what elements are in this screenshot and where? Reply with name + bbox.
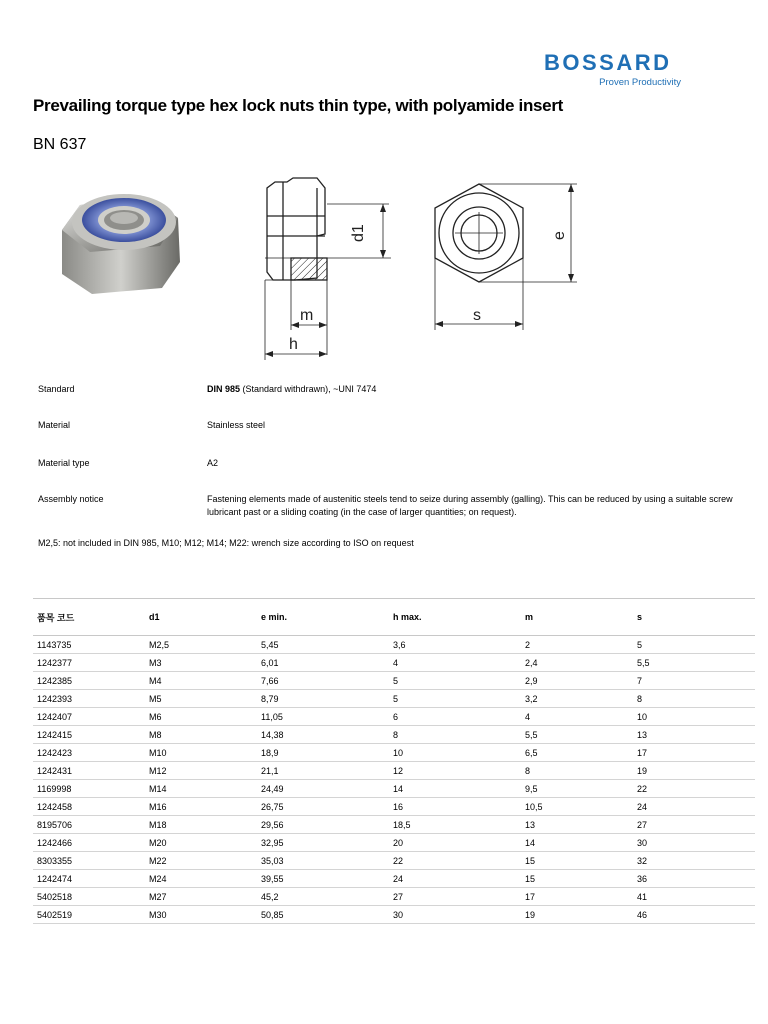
table-cell: 24 (389, 870, 521, 888)
table-cell: 6 (389, 708, 521, 726)
table-cell: 13 (521, 816, 633, 834)
table-cell: M8 (145, 726, 257, 744)
table-cell: 2,9 (521, 672, 633, 690)
page-title: Prevailing torque type hex lock nuts thin type, with polyamide insert (33, 96, 564, 115)
table-cell: 36 (633, 870, 755, 888)
table-cell: 35,03 (257, 852, 389, 870)
table-cell: 17 (633, 744, 755, 762)
table-cell: M3 (145, 654, 257, 672)
m-label: m (300, 307, 314, 324)
table-cell: 27 (633, 816, 755, 834)
table-cell: 17 (521, 888, 633, 906)
table-cell: M16 (145, 798, 257, 816)
table-cell: 39,55 (257, 870, 389, 888)
table-row (33, 906, 755, 924)
table-body (33, 636, 755, 924)
table-cell: 5402519 (33, 906, 145, 924)
table-cell: 1242431 (33, 762, 145, 780)
table-row (33, 636, 755, 654)
table-cell: 10,5 (521, 798, 633, 816)
table-cell: 8195706 (33, 816, 145, 834)
table-cell: 1143735 (33, 636, 145, 654)
table-cell: 2 (521, 636, 633, 654)
table-cell: 5 (389, 690, 521, 708)
brand-name: BOSSARD (544, 50, 672, 75)
spec-label: Material type (38, 458, 90, 468)
table-cell: M20 (145, 834, 257, 852)
spec-label: Material (38, 420, 71, 430)
col-header: h max. (389, 599, 521, 636)
table-cell: 46 (633, 906, 755, 924)
table-cell: 15 (521, 870, 633, 888)
table-cell: 8303355 (33, 852, 145, 870)
table-cell: 15 (521, 852, 633, 870)
spec-value: Stainless steel (207, 420, 266, 430)
table-cell: M6 (145, 708, 257, 726)
table-row (33, 708, 755, 726)
table-cell: M30 (145, 906, 257, 924)
table-cell: 50,85 (257, 906, 389, 924)
table-cell: 1242458 (33, 798, 145, 816)
table-cell: 21,1 (257, 762, 389, 780)
table-cell: 1242474 (33, 870, 145, 888)
brand-tagline: Proven Productivity (599, 77, 681, 88)
table-row (33, 744, 755, 762)
table-cell: 5,5 (633, 654, 755, 672)
table-cell: 1242415 (33, 726, 145, 744)
table-cell: 30 (389, 906, 521, 924)
spec-value: Fastening elements made of austenitic steels tend to seize during assembly (galling). This can be reduced by using a suitable screw lubricant past or a sliding coating (in the case of larger quantities; on request). (207, 494, 733, 517)
table-cell: 22 (633, 780, 755, 798)
table-cell: 11,05 (257, 708, 389, 726)
col-header: 품목 코드 (33, 599, 145, 636)
table-row (33, 816, 755, 834)
table-cell: 7,66 (257, 672, 389, 690)
table-cell: 7 (633, 672, 755, 690)
table-cell: 1242407 (33, 708, 145, 726)
table-row (33, 762, 755, 780)
table-cell: 1242377 (33, 654, 145, 672)
col-header: d1 (145, 599, 257, 636)
table-row (33, 888, 755, 906)
standard-rest: (Standard withdrawn), ~UNI 7474 (240, 384, 377, 394)
table-cell: 2,4 (521, 654, 633, 672)
footnote: M2,5: not included in DIN 985, M10; M12; M14; M22: wrench size according to ISO on request (38, 538, 414, 548)
table-cell: 22 (389, 852, 521, 870)
table-cell: M24 (145, 870, 257, 888)
table-cell: 5 (389, 672, 521, 690)
table-cell: 45,2 (257, 888, 389, 906)
table-cell: 19 (633, 762, 755, 780)
table-cell: M4 (145, 672, 257, 690)
table-row (33, 726, 755, 744)
table-cell: M14 (145, 780, 257, 798)
table-cell: M5 (145, 690, 257, 708)
table-cell: 32,95 (257, 834, 389, 852)
table-row (33, 690, 755, 708)
table-cell: 18,9 (257, 744, 389, 762)
table-cell: 3,6 (389, 636, 521, 654)
table-cell: 1242385 (33, 672, 145, 690)
table-cell: 24 (633, 798, 755, 816)
h-label: h (289, 336, 298, 353)
table-cell: M10 (145, 744, 257, 762)
table-cell: 1242466 (33, 834, 145, 852)
table-cell: 12 (389, 762, 521, 780)
table-cell: 6,01 (257, 654, 389, 672)
table-row (33, 798, 755, 816)
table-cell: 29,56 (257, 816, 389, 834)
table-cell: 19 (521, 906, 633, 924)
table-cell: 5402518 (33, 888, 145, 906)
table-cell: 27 (389, 888, 521, 906)
table-cell: 5,45 (257, 636, 389, 654)
spec-value (207, 383, 742, 396)
table-cell: 10 (633, 708, 755, 726)
table-cell: 20 (389, 834, 521, 852)
table-cell: 1242393 (33, 690, 145, 708)
table-cell: 6,5 (521, 744, 633, 762)
table-cell: 41 (633, 888, 755, 906)
table-cell: 8 (521, 762, 633, 780)
bossard-logo (544, 50, 689, 88)
table-cell: M22 (145, 852, 257, 870)
col-header: s (633, 599, 755, 636)
dimension-table (33, 598, 755, 924)
product-photo (40, 170, 210, 350)
standard-code: DIN 985 (207, 384, 241, 394)
table-row (33, 672, 755, 690)
col-header: m (521, 599, 633, 636)
table-cell: 4 (389, 654, 521, 672)
table-row (33, 870, 755, 888)
table-cell: M27 (145, 888, 257, 906)
table-row (33, 834, 755, 852)
s-label: s (473, 307, 481, 324)
spec-value: A2 (207, 458, 219, 468)
table-cell: 1169998 (33, 780, 145, 798)
table-cell: 8,79 (257, 690, 389, 708)
table-cell: 26,75 (257, 798, 389, 816)
table-cell: 4 (521, 708, 633, 726)
table-cell: 13 (633, 726, 755, 744)
table-header-row (33, 599, 755, 636)
spec-label: Assembly notice (38, 494, 104, 504)
table-row (33, 654, 755, 672)
table-cell: M12 (145, 762, 257, 780)
table-cell: 5,5 (521, 726, 633, 744)
spec-label: Standard (38, 384, 75, 394)
table-cell: 32 (633, 852, 755, 870)
table-cell: 3,2 (521, 690, 633, 708)
d1-label: d1 (350, 224, 367, 242)
table-cell: 5 (633, 636, 755, 654)
col-header: e min. (257, 599, 389, 636)
table-cell: M18 (145, 816, 257, 834)
table-row (33, 780, 755, 798)
table-cell: M2,5 (145, 636, 257, 654)
table-cell: 10 (389, 744, 521, 762)
table-cell: 24,49 (257, 780, 389, 798)
product-code: BN 637 (33, 136, 87, 153)
table-cell: 14 (389, 780, 521, 798)
table-cell: 18,5 (389, 816, 521, 834)
table-cell: 8 (389, 726, 521, 744)
e-label: e (551, 231, 568, 240)
table-row (33, 852, 755, 870)
table-cell: 30 (633, 834, 755, 852)
table-cell: 14 (521, 834, 633, 852)
table-cell: 14,38 (257, 726, 389, 744)
table-cell: 1242423 (33, 744, 145, 762)
table-cell: 16 (389, 798, 521, 816)
table-cell: 9,5 (521, 780, 633, 798)
table-cell: 8 (633, 690, 755, 708)
technical-drawing (255, 170, 585, 365)
